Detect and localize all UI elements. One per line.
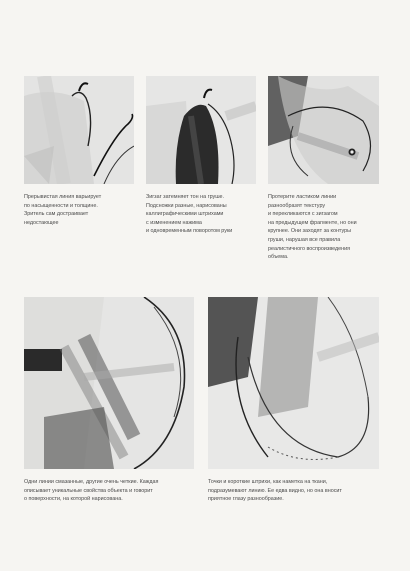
pear-sketch-image-5: [208, 297, 379, 469]
caption-2: Зигзаг затемняет тон на груше. Подсножки разные, нарисованы каллиграфическими штрихами с изменением нажима и одновременным поворотом руки: [146, 194, 233, 235]
caption-3: Протерите ластиком линии разнообразят текстуру и перекликаются с зигзагом на предыдущем фрагменте, но они крупнее. Они заходят за контуры груши, нарушая все правила реалистичного воспроизведения объема.: [268, 194, 357, 261]
caption-1: Прерывистая линия варьирует по насыщенности и толщине. Зритель сам достраивает недостающее: [24, 194, 102, 226]
pear-sketch-image-2: [146, 76, 256, 184]
pear-sketch-image-1: [24, 76, 134, 184]
pear-sketch-image-3: [268, 76, 379, 184]
caption-4: Одни линии смазанные, другие очень четкие. Каждая описывает уникальные свойства объекта и говорит о поверхности, на которой нарисована.: [24, 479, 159, 503]
caption-5: Точки и короткие штрихи, как наметка на ткани, подразумевают линию. Ее едва видно, но она вносит приятное глазу разнообразие.: [208, 479, 342, 503]
pear-sketch-image-4: [24, 297, 194, 469]
